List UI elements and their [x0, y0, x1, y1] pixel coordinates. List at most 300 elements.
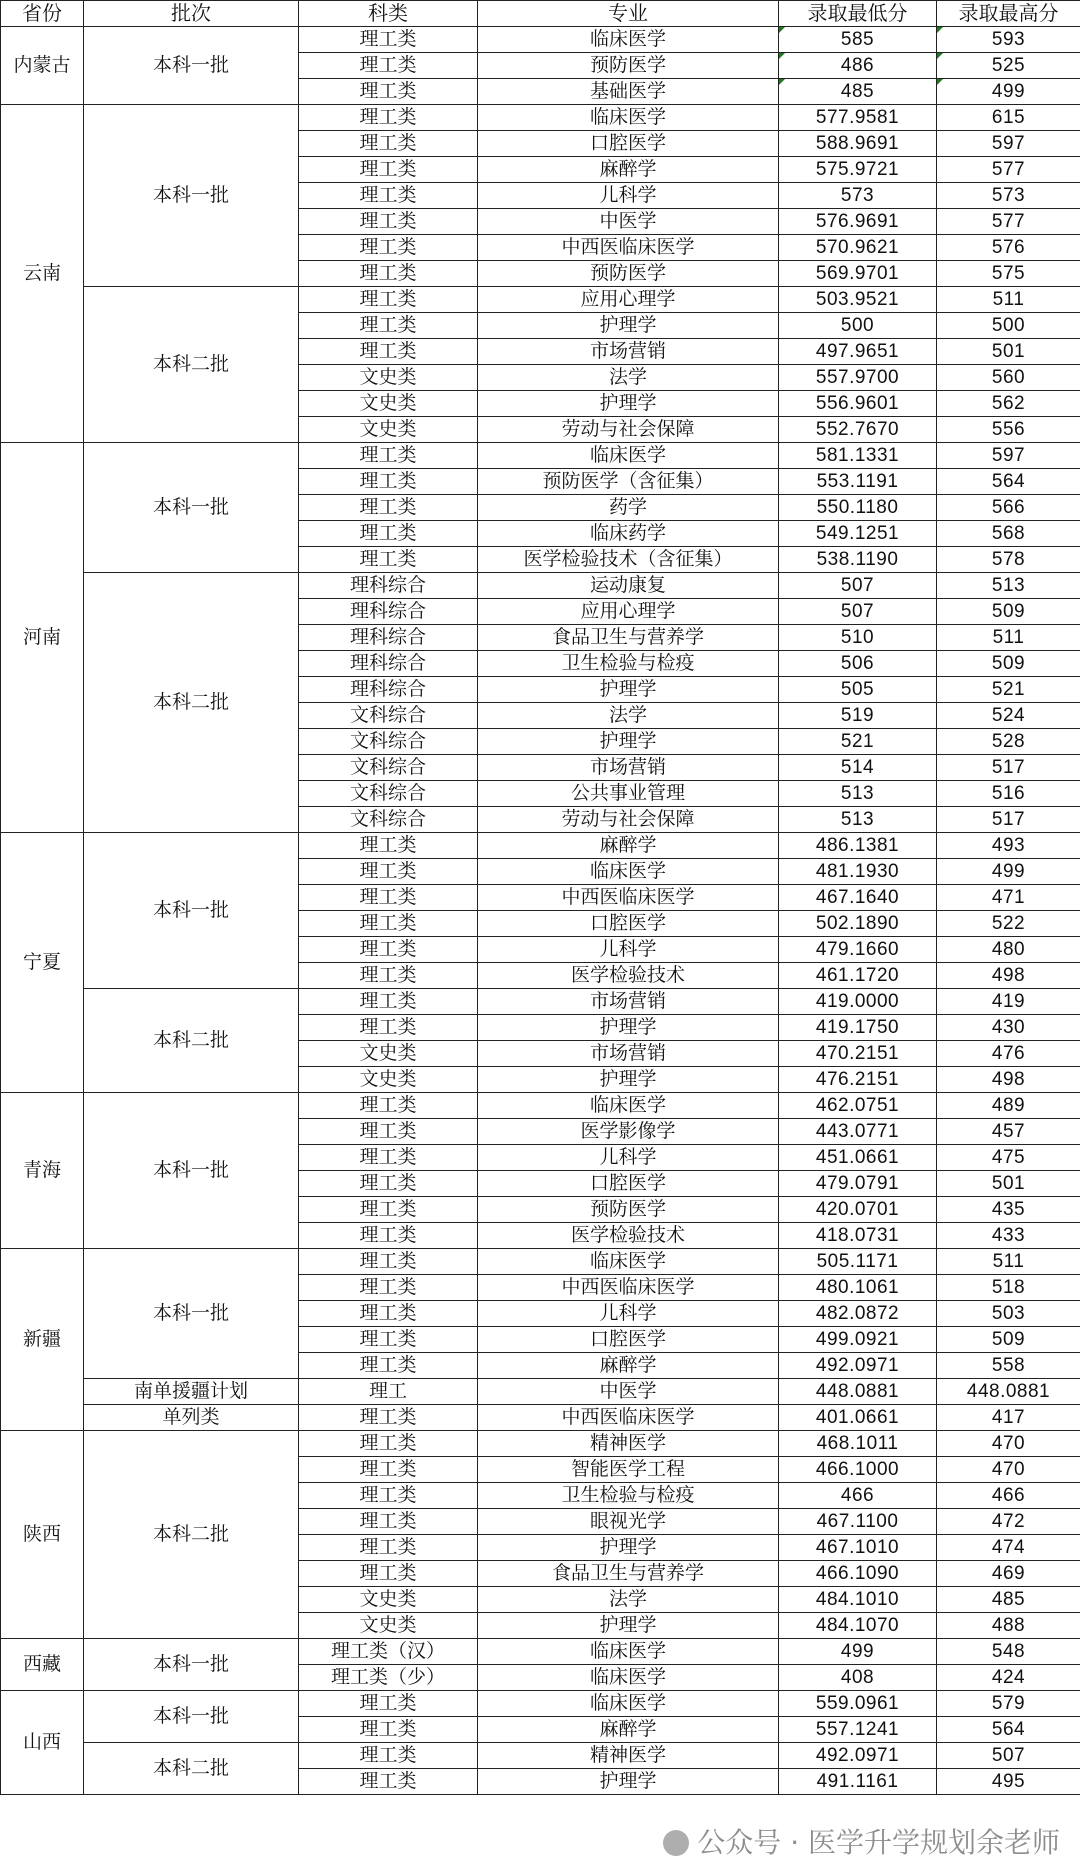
min-score-cell: 553.1191	[779, 469, 937, 495]
province-cell: 青海	[1, 1093, 84, 1249]
wechat-logo-icon	[663, 1830, 689, 1856]
table-row	[1, 1249, 1080, 1275]
max-score-cell: 597	[937, 443, 1080, 469]
category-cell: 理科综合	[299, 677, 478, 703]
watermark	[663, 1825, 1060, 1861]
max-score-cell: 579	[937, 1691, 1080, 1717]
min-score-cell: 519	[779, 703, 937, 729]
max-score-cell: 528	[937, 729, 1080, 755]
max-score-cell: 470	[937, 1431, 1080, 1457]
category-cell: 理工类	[299, 1301, 478, 1327]
category-cell: 理工类	[299, 885, 478, 911]
major-cell: 麻醉学	[478, 1353, 779, 1379]
category-cell: 理科综合	[299, 625, 478, 651]
category-cell: 理工类	[299, 443, 478, 469]
table-row	[1, 1691, 1080, 1717]
min-score-cell: 557.1241	[779, 1717, 937, 1743]
min-score-cell: 550.1180	[779, 495, 937, 521]
batch-cell: 本科二批	[84, 989, 299, 1093]
category-cell: 文史类	[299, 1041, 478, 1067]
major-cell: 护理学	[478, 677, 779, 703]
major-cell: 精神医学	[478, 1743, 779, 1769]
batch-cell: 本科一批	[84, 833, 299, 989]
max-score-cell: 516	[937, 781, 1080, 807]
max-score-cell: 564	[937, 469, 1080, 495]
major-cell: 眼视光学	[478, 1509, 779, 1535]
category-cell: 理工类	[299, 1691, 478, 1717]
min-score-cell: 538.1190	[779, 547, 937, 573]
min-score-cell: 485	[779, 79, 937, 105]
batch-cell: 本科一批	[84, 1093, 299, 1249]
major-cell: 市场营销	[478, 339, 779, 365]
min-score-cell: 585	[779, 27, 937, 53]
category-cell: 理工类	[299, 1249, 478, 1275]
major-cell: 临床医学	[478, 859, 779, 885]
category-cell: 理工类	[299, 27, 478, 53]
min-score-cell: 408	[779, 1665, 937, 1691]
category-cell: 理工类	[299, 937, 478, 963]
max-score-cell: 562	[937, 391, 1080, 417]
min-score-cell: 500	[779, 313, 937, 339]
category-cell: 理工类	[299, 261, 478, 287]
min-score-cell: 479.1660	[779, 937, 937, 963]
min-score-cell: 486	[779, 53, 937, 79]
category-cell: 理工类	[299, 833, 478, 859]
batch-cell: 南单援疆计划	[84, 1379, 299, 1405]
major-cell: 精神医学	[478, 1431, 779, 1457]
min-score-cell: 443.0771	[779, 1119, 937, 1145]
min-score-cell: 557.9700	[779, 365, 937, 391]
major-cell: 临床医学	[478, 443, 779, 469]
max-score-cell: 593	[937, 27, 1080, 53]
major-cell: 护理学	[478, 1613, 779, 1639]
min-score-cell: 401.0661	[779, 1405, 937, 1431]
major-cell: 预防医学	[478, 1197, 779, 1223]
category-cell: 理工类	[299, 339, 478, 365]
max-score-cell: 507	[937, 1743, 1080, 1769]
max-score-cell: 469	[937, 1561, 1080, 1587]
min-score-cell: 513	[779, 781, 937, 807]
category-cell: 理工类	[299, 1197, 478, 1223]
min-score-cell: 484.1010	[779, 1587, 937, 1613]
min-score-cell: 462.0751	[779, 1093, 937, 1119]
category-cell: 理工类	[299, 53, 478, 79]
table-row	[1, 1379, 1080, 1405]
min-score-cell: 576.9691	[779, 209, 937, 235]
max-score-cell: 548	[937, 1639, 1080, 1665]
min-score-cell: 559.0961	[779, 1691, 937, 1717]
max-score-cell: 417	[937, 1405, 1080, 1431]
max-score-cell: 430	[937, 1015, 1080, 1041]
min-score-cell: 491.1161	[779, 1769, 937, 1795]
major-cell: 临床药学	[478, 521, 779, 547]
min-score-cell: 468.1011	[779, 1431, 937, 1457]
max-score-cell: 472	[937, 1509, 1080, 1535]
major-cell: 应用心理学	[478, 599, 779, 625]
max-score-cell: 578	[937, 547, 1080, 573]
category-cell: 理工类	[299, 1561, 478, 1587]
max-score-cell: 524	[937, 703, 1080, 729]
major-cell: 中西医临床医学	[478, 1275, 779, 1301]
batch-cell: 本科二批	[84, 573, 299, 833]
header-min-score: 录取最低分	[779, 1, 937, 27]
major-cell: 法学	[478, 703, 779, 729]
major-cell: 护理学	[478, 1015, 779, 1041]
min-score-cell: 448.0881	[779, 1379, 937, 1405]
max-score-cell: 470	[937, 1457, 1080, 1483]
major-cell: 儿科学	[478, 937, 779, 963]
category-cell: 理工类	[299, 1171, 478, 1197]
category-cell: 理科综合	[299, 651, 478, 677]
max-score-cell: 615	[937, 105, 1080, 131]
category-cell: 理工类	[299, 521, 478, 547]
max-score-cell: 568	[937, 521, 1080, 547]
category-cell: 理工类	[299, 911, 478, 937]
category-cell: 理工类	[299, 989, 478, 1015]
major-cell: 劳动与社会保障	[478, 417, 779, 443]
max-score-cell: 597	[937, 131, 1080, 157]
min-score-cell: 420.0701	[779, 1197, 937, 1223]
category-cell: 理工	[299, 1379, 478, 1405]
table-row	[1, 1639, 1080, 1665]
max-score-cell: 474	[937, 1535, 1080, 1561]
category-cell: 文科综合	[299, 755, 478, 781]
max-score-cell: 509	[937, 651, 1080, 677]
major-cell: 智能医学工程	[478, 1457, 779, 1483]
max-score-cell: 435	[937, 1197, 1080, 1223]
major-cell: 护理学	[478, 1769, 779, 1795]
min-score-cell: 499.0921	[779, 1327, 937, 1353]
max-score-cell: 503	[937, 1301, 1080, 1327]
province-cell: 西藏	[1, 1639, 84, 1691]
max-score-cell: 525	[937, 53, 1080, 79]
province-cell: 内蒙古	[1, 27, 84, 105]
max-score-cell: 475	[937, 1145, 1080, 1171]
category-cell: 理工类	[299, 1457, 478, 1483]
major-cell: 医学检验技术	[478, 963, 779, 989]
category-cell: 理工类	[299, 1743, 478, 1769]
major-cell: 卫生检验与检疫	[478, 1483, 779, 1509]
max-score-cell: 495	[937, 1769, 1080, 1795]
min-score-cell: 418.0731	[779, 1223, 937, 1249]
major-cell: 药学	[478, 495, 779, 521]
table-row	[1, 833, 1080, 859]
major-cell: 卫生检验与检疫	[478, 651, 779, 677]
min-score-cell: 419.0000	[779, 989, 937, 1015]
category-cell: 文史类	[299, 1613, 478, 1639]
major-cell: 基础医学	[478, 79, 779, 105]
table-row	[1, 989, 1080, 1015]
category-cell: 理工类	[299, 79, 478, 105]
min-score-cell: 506	[779, 651, 937, 677]
major-cell: 法学	[478, 1587, 779, 1613]
major-cell: 食品卫生与营养学	[478, 625, 779, 651]
major-cell: 护理学	[478, 729, 779, 755]
table-row	[1, 1093, 1080, 1119]
category-cell: 理工类	[299, 1405, 478, 1431]
category-cell: 理工类	[299, 1535, 478, 1561]
major-cell: 中西医临床医学	[478, 885, 779, 911]
max-score-cell: 500	[937, 313, 1080, 339]
min-score-cell: 479.0791	[779, 1171, 937, 1197]
category-cell: 理工类	[299, 1483, 478, 1509]
header-category: 科类	[299, 1, 478, 27]
max-score-cell: 498	[937, 1067, 1080, 1093]
min-score-cell: 505.1171	[779, 1249, 937, 1275]
category-cell: 文科综合	[299, 729, 478, 755]
batch-cell: 本科一批	[84, 1691, 299, 1743]
min-score-cell: 481.1930	[779, 859, 937, 885]
max-score-cell: 471	[937, 885, 1080, 911]
max-score-cell: 501	[937, 1171, 1080, 1197]
category-cell: 理工类	[299, 1353, 478, 1379]
max-score-cell: 499	[937, 79, 1080, 105]
max-score-cell: 518	[937, 1275, 1080, 1301]
category-cell: 理工类	[299, 1509, 478, 1535]
category-cell: 理工类（汉）	[299, 1639, 478, 1665]
min-score-cell: 466.1090	[779, 1561, 937, 1587]
category-cell: 理科综合	[299, 573, 478, 599]
major-cell: 临床医学	[478, 1691, 779, 1717]
category-cell: 理工类	[299, 1015, 478, 1041]
min-score-cell: 556.9601	[779, 391, 937, 417]
max-score-cell: 485	[937, 1587, 1080, 1613]
category-cell: 理工类	[299, 1717, 478, 1743]
table-row	[1, 105, 1080, 131]
max-score-cell: 493	[937, 833, 1080, 859]
major-cell: 食品卫生与营养学	[478, 1561, 779, 1587]
major-cell: 中西医临床医学	[478, 235, 779, 261]
max-score-cell: 419	[937, 989, 1080, 1015]
category-cell: 理工类	[299, 963, 478, 989]
category-cell: 理工类	[299, 1275, 478, 1301]
max-score-cell: 511	[937, 287, 1080, 313]
batch-cell: 本科一批	[84, 1639, 299, 1691]
min-score-cell: 507	[779, 599, 937, 625]
major-cell: 口腔医学	[478, 1327, 779, 1353]
major-cell: 中医学	[478, 1379, 779, 1405]
min-score-cell: 499	[779, 1639, 937, 1665]
category-cell: 理工类	[299, 313, 478, 339]
category-cell: 文史类	[299, 391, 478, 417]
max-score-cell: 466	[937, 1483, 1080, 1509]
category-cell: 理工类	[299, 209, 478, 235]
min-score-cell: 467.1010	[779, 1535, 937, 1561]
province-cell: 河南	[1, 443, 84, 833]
major-cell: 护理学	[478, 1067, 779, 1093]
min-score-cell: 466	[779, 1483, 937, 1509]
max-score-cell: 480	[937, 937, 1080, 963]
major-cell: 护理学	[478, 391, 779, 417]
header-row	[1, 1, 1080, 27]
batch-cell: 本科一批	[84, 105, 299, 287]
province-cell: 新疆	[1, 1249, 84, 1431]
major-cell: 临床医学	[478, 1249, 779, 1275]
province-cell: 山西	[1, 1691, 84, 1795]
max-score-cell: 577	[937, 209, 1080, 235]
max-score-cell: 489	[937, 1093, 1080, 1119]
major-cell: 临床医学	[478, 1639, 779, 1665]
category-cell: 理工类	[299, 469, 478, 495]
table-row	[1, 1743, 1080, 1769]
category-cell: 文科综合	[299, 807, 478, 833]
min-score-cell: 461.1720	[779, 963, 937, 989]
max-score-cell: 521	[937, 677, 1080, 703]
max-score-cell: 424	[937, 1665, 1080, 1691]
min-score-cell: 451.0661	[779, 1145, 937, 1171]
min-score-cell: 588.9691	[779, 131, 937, 157]
major-cell: 儿科学	[478, 1301, 779, 1327]
category-cell: 理工类	[299, 105, 478, 131]
major-cell: 麻醉学	[478, 833, 779, 859]
category-cell: 理工类	[299, 495, 478, 521]
major-cell: 预防医学	[478, 53, 779, 79]
major-cell: 护理学	[478, 1535, 779, 1561]
min-score-cell: 514	[779, 755, 937, 781]
major-cell: 预防医学（含征集）	[478, 469, 779, 495]
max-score-cell: 433	[937, 1223, 1080, 1249]
province-cell: 云南	[1, 105, 84, 443]
category-cell: 理工类	[299, 287, 478, 313]
category-cell: 理工类	[299, 1119, 478, 1145]
table-row	[1, 1405, 1080, 1431]
major-cell: 医学影像学	[478, 1119, 779, 1145]
major-cell: 口腔医学	[478, 1171, 779, 1197]
min-score-cell: 575.9721	[779, 157, 937, 183]
max-score-cell: 509	[937, 1327, 1080, 1353]
province-cell: 陕西	[1, 1431, 84, 1639]
min-score-cell: 570.9621	[779, 235, 937, 261]
max-score-cell: 576	[937, 235, 1080, 261]
major-cell: 麻醉学	[478, 157, 779, 183]
major-cell: 劳动与社会保障	[478, 807, 779, 833]
category-cell: 文史类	[299, 1067, 478, 1093]
max-score-cell: 509	[937, 599, 1080, 625]
major-cell: 临床医学	[478, 1665, 779, 1691]
category-cell: 理工类	[299, 859, 478, 885]
batch-cell: 本科二批	[84, 287, 299, 443]
watermark-text: 公众号 · 医学升学规划余老师	[697, 1826, 1060, 1859]
max-score-cell: 564	[937, 1717, 1080, 1743]
category-cell: 文科综合	[299, 781, 478, 807]
major-cell: 法学	[478, 365, 779, 391]
batch-cell: 本科二批	[84, 1743, 299, 1795]
batch-cell: 本科二批	[84, 1431, 299, 1639]
table-row	[1, 443, 1080, 469]
major-cell: 口腔医学	[478, 911, 779, 937]
table-body	[1, 27, 1080, 1795]
major-cell: 市场营销	[478, 755, 779, 781]
min-score-cell: 552.7670	[779, 417, 937, 443]
min-score-cell: 502.1890	[779, 911, 937, 937]
min-score-cell: 549.1251	[779, 521, 937, 547]
max-score-cell: 498	[937, 963, 1080, 989]
category-cell: 理工类	[299, 183, 478, 209]
min-score-cell: 581.1331	[779, 443, 937, 469]
max-score-cell: 448.0881	[937, 1379, 1080, 1405]
category-cell: 理工类	[299, 547, 478, 573]
max-score-cell: 511	[937, 625, 1080, 651]
max-score-cell: 501	[937, 339, 1080, 365]
batch-cell: 本科一批	[84, 1249, 299, 1379]
max-score-cell: 577	[937, 157, 1080, 183]
category-cell: 文史类	[299, 417, 478, 443]
max-score-cell: 513	[937, 573, 1080, 599]
min-score-cell: 467.1640	[779, 885, 937, 911]
batch-cell: 本科一批	[84, 27, 299, 105]
table-row	[1, 27, 1080, 53]
min-score-cell: 467.1100	[779, 1509, 937, 1535]
max-score-cell: 556	[937, 417, 1080, 443]
min-score-cell: 505	[779, 677, 937, 703]
header-batch: 批次	[84, 1, 299, 27]
category-cell: 理科综合	[299, 599, 478, 625]
category-cell: 理工类	[299, 1327, 478, 1353]
batch-cell: 单列类	[84, 1405, 299, 1431]
major-cell: 应用心理学	[478, 287, 779, 313]
min-score-cell: 577.9581	[779, 105, 937, 131]
header-province: 省份	[1, 1, 84, 27]
batch-cell: 本科一批	[84, 443, 299, 573]
min-score-cell: 484.1070	[779, 1613, 937, 1639]
table-row	[1, 1431, 1080, 1457]
major-cell: 预防医学	[478, 261, 779, 287]
min-score-cell: 573	[779, 183, 937, 209]
major-cell: 运动康复	[478, 573, 779, 599]
min-score-cell: 492.0971	[779, 1353, 937, 1379]
category-cell: 理工类	[299, 1093, 478, 1119]
category-cell: 理工类	[299, 1223, 478, 1249]
max-score-cell: 573	[937, 183, 1080, 209]
major-cell: 市场营销	[478, 989, 779, 1015]
max-score-cell: 566	[937, 495, 1080, 521]
min-score-cell: 569.9701	[779, 261, 937, 287]
min-score-cell: 482.0872	[779, 1301, 937, 1327]
min-score-cell: 480.1061	[779, 1275, 937, 1301]
max-score-cell: 511	[937, 1249, 1080, 1275]
major-cell: 临床医学	[478, 105, 779, 131]
header-max-score: 录取最高分	[937, 1, 1080, 27]
category-cell: 理工类（少）	[299, 1665, 478, 1691]
max-score-cell: 558	[937, 1353, 1080, 1379]
min-score-cell: 470.2151	[779, 1041, 937, 1067]
header-major: 专业	[478, 1, 779, 27]
category-cell: 理工类	[299, 131, 478, 157]
major-cell: 中医学	[478, 209, 779, 235]
category-cell: 理工类	[299, 1431, 478, 1457]
min-score-cell: 486.1381	[779, 833, 937, 859]
min-score-cell: 513	[779, 807, 937, 833]
category-cell: 理工类	[299, 157, 478, 183]
max-score-cell: 522	[937, 911, 1080, 937]
category-cell: 文科综合	[299, 703, 478, 729]
min-score-cell: 521	[779, 729, 937, 755]
min-score-cell: 466.1000	[779, 1457, 937, 1483]
major-cell: 护理学	[478, 313, 779, 339]
major-cell: 公共事业管理	[478, 781, 779, 807]
max-score-cell: 517	[937, 755, 1080, 781]
max-score-cell: 476	[937, 1041, 1080, 1067]
min-score-cell: 419.1750	[779, 1015, 937, 1041]
min-score-cell: 476.2151	[779, 1067, 937, 1093]
min-score-cell: 503.9521	[779, 287, 937, 313]
min-score-cell: 507	[779, 573, 937, 599]
category-cell: 文史类	[299, 1587, 478, 1613]
min-score-cell: 497.9651	[779, 339, 937, 365]
province-cell: 宁夏	[1, 833, 84, 1093]
category-cell: 理工类	[299, 1769, 478, 1795]
category-cell: 理工类	[299, 1145, 478, 1171]
